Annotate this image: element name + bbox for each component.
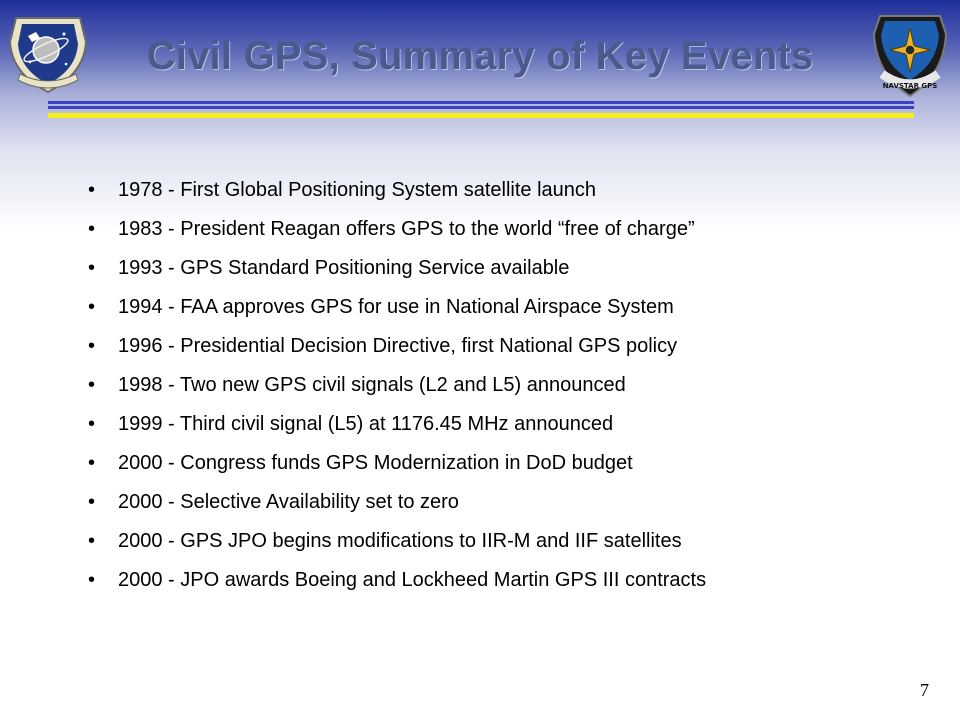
- slide-title: Civil GPS, Summary of Key Events: [146, 34, 814, 78]
- bullet-icon: •: [88, 530, 96, 552]
- list-item: [88, 214, 706, 253]
- list-item: [88, 370, 706, 409]
- list-item: [88, 331, 706, 370]
- list-item-text: 2000 - JPO awards Boeing and Lockheed Martin GPS III contracts: [118, 569, 707, 591]
- bullet-icon: •: [88, 452, 96, 474]
- bullet-icon: •: [88, 569, 96, 591]
- list-item-text: 2000 - GPS JPO begins modifications to IIR-M and IIF satellites: [118, 530, 682, 552]
- list-item-text: 1994 - FAA approves GPS for use in National Airspace System: [118, 296, 674, 318]
- bullet-icon: •: [88, 218, 96, 240]
- bullet-icon: •: [88, 413, 96, 435]
- title-rule-yellow: [48, 113, 914, 118]
- page-number: 7: [920, 680, 929, 700]
- list-item: [88, 409, 706, 448]
- bullet-icon: •: [88, 296, 96, 318]
- bullet-icon: •: [88, 257, 96, 279]
- list-item-text: 1999 - Third civil signal (L5) at 1176.45 MHz announced: [118, 413, 614, 435]
- list-item-text: 1983 - President Reagan offers GPS to the world “free of charge”: [118, 218, 695, 240]
- list-item: [88, 526, 706, 565]
- list-item: [88, 253, 706, 292]
- bullet-icon: •: [88, 335, 96, 357]
- title-rule-blue-2: [48, 106, 914, 109]
- list-item-text: 1998 - Two new GPS civil signals (L2 and L5) announced: [118, 374, 626, 396]
- bullet-icon: •: [88, 491, 96, 513]
- bullet-icon: •: [88, 179, 96, 201]
- key-events-list: [88, 175, 706, 604]
- list-item-text: 2000 - Selective Availability set to zero: [118, 491, 459, 513]
- navstar-gps-emblem: [872, 12, 948, 103]
- title-rule-blue-1: [48, 101, 914, 104]
- list-item: [88, 487, 706, 526]
- list-item-text: 1978 - First Global Positioning System satellite launch: [118, 179, 597, 201]
- list-item-text: 1993 - GPS Standard Positioning Service available: [118, 257, 570, 279]
- list-item-text: 1996 - Presidential Decision Directive, first National GPS policy: [118, 335, 678, 357]
- list-item: [88, 292, 706, 331]
- list-item: [88, 175, 706, 214]
- navstar-gps-label: NAVSTAR GPS: [882, 82, 938, 90]
- list-item-text: 2000 - Congress funds GPS Modernization in DoD budget: [118, 452, 633, 474]
- list-item: [88, 448, 706, 487]
- list-item: [88, 565, 706, 604]
- bullet-icon: •: [88, 374, 96, 396]
